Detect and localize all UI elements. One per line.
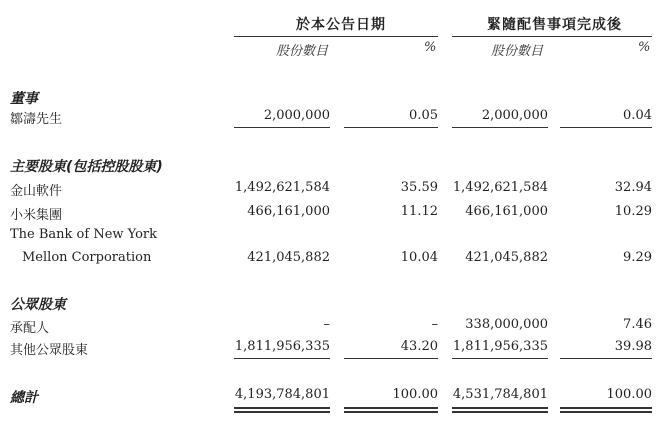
subtotal-rule bbox=[560, 127, 652, 128]
cell-pct-now: 35.59 bbox=[400, 180, 438, 195]
subtotal-rule bbox=[344, 127, 438, 128]
section-substantial: 主要股東(包括控股股東) bbox=[10, 159, 163, 175]
total-double-rule bbox=[560, 407, 652, 413]
row-label-continued: Mellon Corporation bbox=[22, 250, 152, 265]
cell-pct-now: 0.05 bbox=[409, 108, 438, 123]
cell-shares-after: 338,000,000 bbox=[465, 317, 548, 332]
cell-shares-now: 466,161,000 bbox=[247, 204, 330, 219]
group-rule-right bbox=[452, 36, 652, 37]
subtotal-rule bbox=[560, 358, 652, 359]
cell-pct-now: 11.12 bbox=[400, 204, 438, 219]
subtotal-rule bbox=[234, 127, 330, 128]
total-shares-after: 4,531,784,801 bbox=[452, 387, 548, 402]
cell-pct-after: 32.94 bbox=[614, 180, 652, 195]
total-double-rule bbox=[452, 407, 548, 413]
cell-pct-now: – bbox=[431, 317, 438, 332]
row-label: The Bank of New York bbox=[10, 227, 158, 242]
group-header-after: 緊隨配售事項完成後 bbox=[487, 17, 622, 33]
total-pct-now: 100.00 bbox=[392, 387, 438, 402]
cell-shares-after: 2,000,000 bbox=[481, 108, 548, 123]
cell-pct-after: 10.29 bbox=[614, 204, 652, 219]
subtotal-rule bbox=[452, 358, 548, 359]
section-public: 公眾股東 bbox=[10, 297, 66, 313]
cell-pct-now: 10.04 bbox=[400, 250, 438, 265]
cell-pct-after: 39.98 bbox=[614, 339, 652, 354]
total-shares-now: 4,193,784,801 bbox=[234, 387, 330, 402]
cell-shares-after: 1,811,956,335 bbox=[452, 339, 548, 354]
section-directors: 董事 bbox=[10, 91, 38, 107]
total-double-rule bbox=[234, 407, 330, 413]
subtotal-rule bbox=[452, 127, 548, 128]
total-pct-after: 100.00 bbox=[606, 387, 652, 402]
cell-shares-now: 1,811,956,335 bbox=[234, 339, 330, 354]
cell-pct-after: 7.46 bbox=[623, 317, 652, 332]
row-label: 小米集團 bbox=[10, 208, 63, 223]
cell-shares-after: 466,161,000 bbox=[465, 204, 548, 219]
cell-pct-after: 0.04 bbox=[623, 108, 652, 123]
subtotal-rule bbox=[344, 358, 438, 359]
cell-shares-now: 1,492,621,584 bbox=[234, 180, 330, 195]
row-label: 其他公眾股東 bbox=[10, 343, 89, 358]
group-rule-left bbox=[234, 36, 438, 37]
cell-shares-after: 421,045,882 bbox=[465, 250, 548, 265]
cell-shares-now: 2,000,000 bbox=[263, 108, 330, 123]
shares-header-right: 股份數目 bbox=[491, 44, 544, 59]
total-label: 總計 bbox=[10, 390, 38, 406]
total-double-rule bbox=[344, 407, 438, 413]
row-label: 鄒濤先生 bbox=[10, 112, 63, 127]
row-label: 金山軟件 bbox=[10, 184, 63, 199]
cell-pct-now: 43.20 bbox=[400, 339, 438, 354]
pct-header-right: % bbox=[638, 40, 651, 55]
cell-pct-after: 9.29 bbox=[623, 250, 652, 265]
group-header-current: 於本公告日期 bbox=[296, 17, 386, 33]
cell-shares-after: 1,492,621,584 bbox=[452, 180, 548, 195]
pct-header-left: % bbox=[424, 40, 437, 55]
cell-shares-now: 421,045,882 bbox=[247, 250, 330, 265]
row-label: 承配人 bbox=[10, 321, 50, 336]
cell-shares-now: – bbox=[323, 317, 330, 332]
shares-header-left: 股份數目 bbox=[276, 44, 329, 59]
subtotal-rule bbox=[234, 358, 330, 359]
